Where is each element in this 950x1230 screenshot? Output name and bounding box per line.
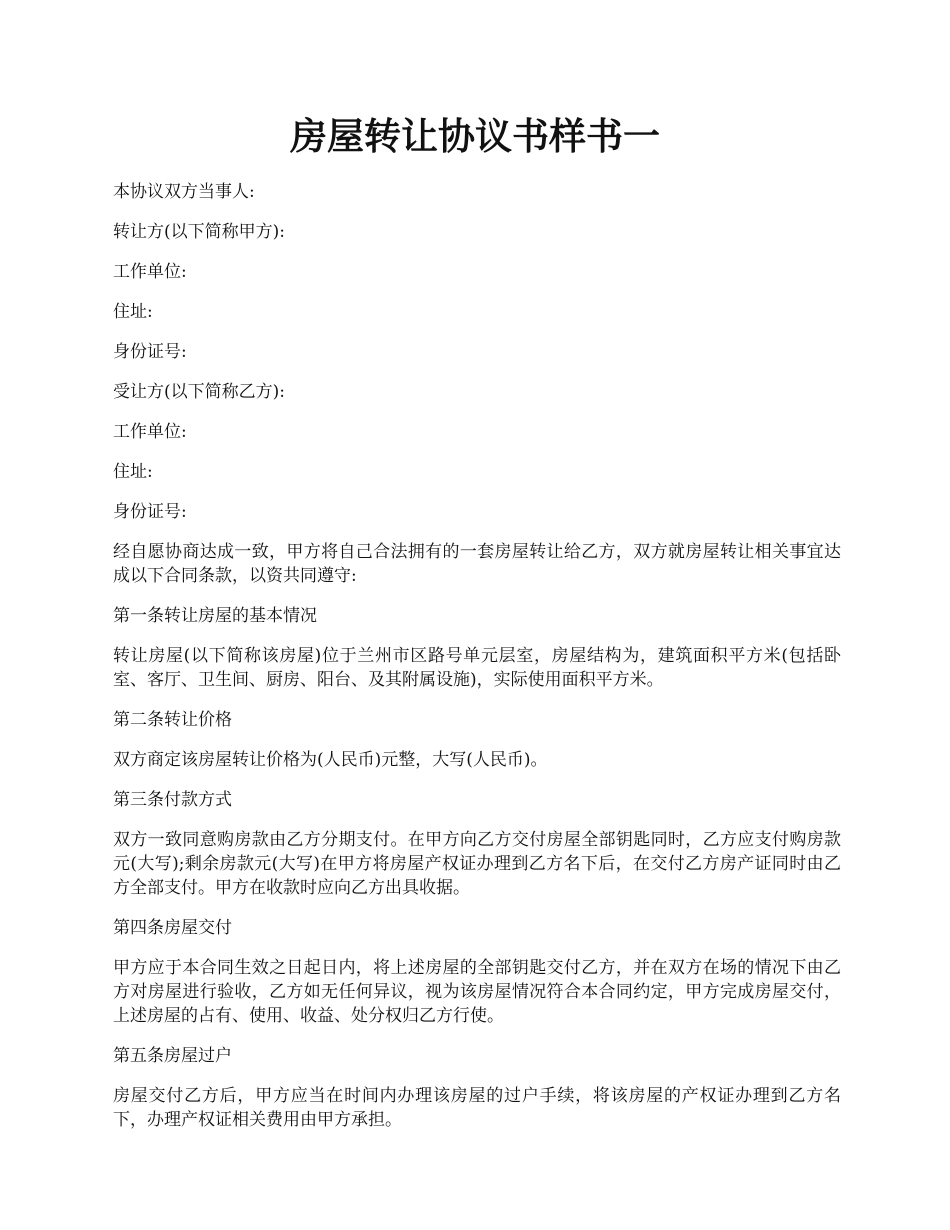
paragraph-transferor-address: 住址: — [113, 302, 153, 322]
heading-article-4: 第四条房屋交付 — [113, 918, 232, 938]
paragraph-article-4: 甲方应于本合同生效之日起日内，将上述房屋的全部钥匙交付乙方，并在双方在场的情况下由乙方对房屋进行验收，乙方如无任何异议，视为该房屋情况符合本合同约定，甲方完成房屋交付，上述房屋的占有、使用、收益、处分权归乙方行使。 — [113, 958, 841, 1026]
document-title: 房屋转让协议书样书一 — [290, 114, 660, 158]
paragraph-transferee: 受让方(以下简称乙方): — [113, 382, 285, 402]
paragraph-transferee-address: 住址: — [113, 462, 153, 482]
document-body — [113, 180, 841, 1148]
paragraph-article-3: 双方一致同意购房款由乙方分期支付。在甲方向乙方交付房屋全部钥匙同时，乙方应支付购房款元(大写);剩余房款元(大写)在甲方将房屋产权证办理到乙方名下后，在交付乙方房产证同时由乙方全部支付。甲方在收款时应向乙方出具收据。 — [113, 830, 841, 898]
heading-article-2: 第二条转让价格 — [113, 710, 232, 730]
paragraph-transferor: 转让方(以下简称甲方): — [113, 222, 285, 242]
paragraph-transferor-employer: 工作单位: — [113, 262, 187, 282]
paragraph-transferee-employer: 工作单位: — [113, 422, 187, 442]
paragraph-preamble: 经自愿协商达成一致，甲方将自己合法拥有的一套房屋转让给乙方，双方就房屋转让相关事宜达成以下合同条款，以资共同遵守: — [113, 542, 841, 586]
heading-article-3: 第三条付款方式 — [113, 790, 232, 810]
paragraph-transferee-id: 身份证号: — [113, 502, 187, 522]
heading-article-1: 第一条转让房屋的基本情况 — [113, 606, 317, 626]
paragraph-article-2: 双方商定该房屋转让价格为(人民币)元整，大写(人民币)。 — [113, 750, 548, 770]
paragraph-article-5: 房屋交付乙方后，甲方应当在时间内办理该房屋的过户手续，将该房屋的产权证办理到乙方名下，办理产权证相关费用由甲方承担。 — [113, 1086, 841, 1130]
heading-article-5: 第五条房屋过户 — [113, 1046, 232, 1066]
paragraph-transferor-id: 身份证号: — [113, 342, 187, 362]
paragraph-parties-intro: 本协议双方当事人: — [113, 182, 255, 202]
paragraph-article-1: 转让房屋(以下简称该房屋)位于兰州市区路号单元层室，房屋结构为，建筑面积平方米(包括卧室、客厅、卫生间、厨房、阳台、及其附属设施)，实际使用面积平方米。 — [113, 646, 841, 690]
